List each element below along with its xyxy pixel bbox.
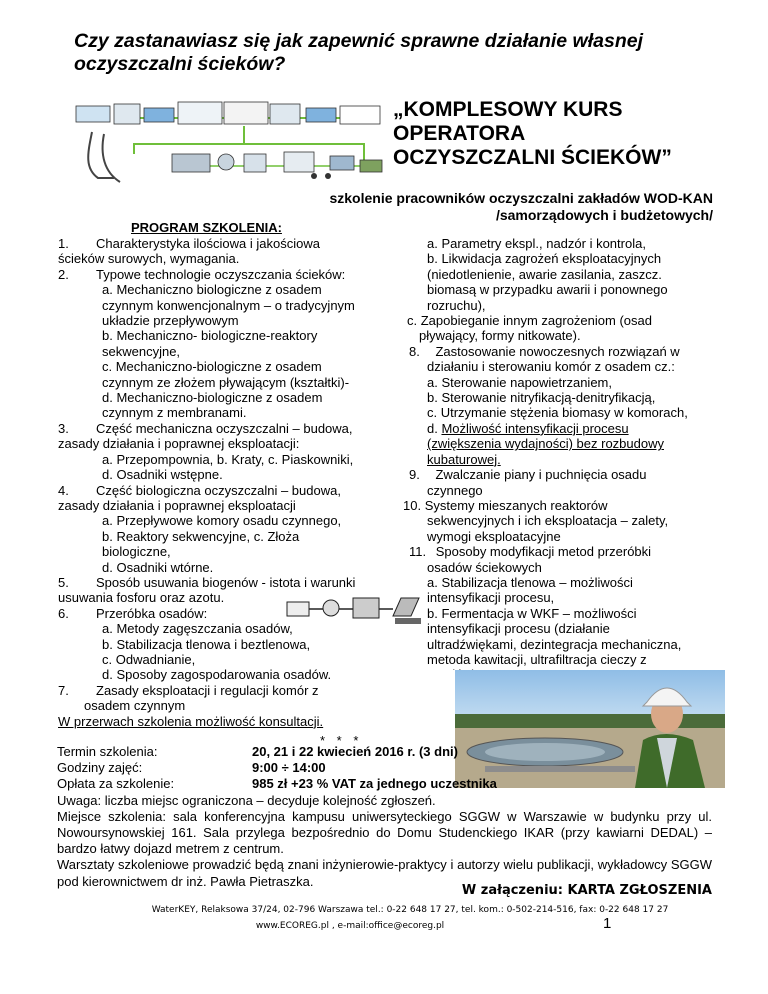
program-item <box>58 483 398 514</box>
item-number: 9. <box>409 467 420 483</box>
sub-line: c. Mechaniczno-biologiczne z osadem <box>102 359 322 375</box>
page-number: 1 <box>603 915 612 932</box>
item-line: Systemy mieszanych reaktorów <box>424 497 608 513</box>
sub-line: b. Fermentacja w WKF – możliwości <box>427 605 637 621</box>
sub-line: d. Osadniki wstępne. <box>102 467 223 483</box>
sub-line: pływający, formy nitkowate). <box>419 328 581 344</box>
hours-value: 9:00 ÷ 14:00 <box>252 760 326 776</box>
footer-address: WaterKEY, Relaksowa 37/24, 02-796 Warszawa tel.: 0-22 648 17 27, tel. kom.: 0-502-214-516, fax: 0-22 648 17 27 <box>151 905 669 915</box>
sub-line: d. Osadniki wtórne. <box>102 559 214 575</box>
term-row <box>57 744 712 760</box>
sub-line: b. Stabilizacja tlenowa i beztlenowa, <box>102 636 311 652</box>
instructors-text: Warsztaty szkoleniowe prowadzić będą znani inżynierowie-praktycy i autorzy wielu publikacji, wykładowcy SGGW pod kierownictwem dr inż. Pawła Pietraszka. <box>57 857 712 889</box>
item-line: działaniu i sterowaniu komór z osadem cz.: <box>427 359 675 375</box>
hours-row <box>57 760 712 776</box>
item-number: 4. <box>58 482 69 498</box>
program-item <box>395 498 725 513</box>
fee-value: 985 zł +23 % VAT za jednego uczestnika <box>252 776 497 792</box>
sub-line: sekwencyjne, <box>102 343 181 359</box>
sub-line: metoda kawitacji, ultrafiltracja cieczy z <box>427 651 647 667</box>
sub-line: b. Mechaniczno- biologiczne-reaktory <box>102 328 318 344</box>
hours-label: Godziny zajęć: <box>57 760 143 776</box>
item-number: 11. <box>409 544 427 560</box>
item-line: zasady działania i poprawnej eksploatacji: <box>58 436 300 452</box>
fee-label: Opłata za szkolenie: <box>57 776 175 792</box>
course-title <box>393 98 723 170</box>
item-line: Sposoby modyfikacji metod przeróbki <box>435 544 652 560</box>
item-line: Sposób usuwania biogenów - istota i warunki <box>96 574 356 590</box>
term-value: 20, 21 i 22 kwiecień 2016 r. (3 dni) <box>252 744 458 759</box>
consultation-note: W przerwach szkolenia możliwość konsultacji. <box>58 713 324 729</box>
item-line: Typowe technologie oczyszczania ścieków: <box>96 266 346 282</box>
item-line: Zasady eksploatacji i regulacji komór z <box>96 682 319 698</box>
subtitle-line: /samorządowych i budżetowych/ <box>495 206 713 223</box>
subtitle <box>230 190 713 223</box>
headline: Czy zastanawiasz się jak zapewnić sprawne działanie własnej oczyszczalni ścieków? <box>74 30 643 75</box>
item-line: Zwalczanie piany i puchnięcia osadu <box>435 467 647 483</box>
sub-line: (niedotlenienie, awarie zasilania, zaszcz. <box>427 266 662 282</box>
sub-line: intensyfikacji procesu (działanie <box>427 621 610 637</box>
item-number: 7. <box>58 682 69 698</box>
item-line: zasady działania i poprawnej eksploatacji <box>58 497 296 513</box>
sub-line: intensyfikacji procesu, <box>427 590 555 606</box>
item-line: Charakterystyka ilościowa i jakościowa <box>96 236 320 251</box>
sub-line: czynnym ze złożem pływającym (kształtki)- <box>102 374 350 390</box>
capacity-note: Uwaga: liczba miejsc ograniczona – decyduje kolejność zgłoszeń. <box>57 792 436 808</box>
separator-stars: * * * <box>320 733 363 748</box>
item-number: 6. <box>58 605 69 621</box>
item-line: Przeróbka osadów: <box>96 605 208 621</box>
course-title-line: „KOMPLESOWY KURS <box>393 98 623 121</box>
item-line: Zastosowanie nowoczesnych rozwiązań w <box>435 343 680 359</box>
item-line: usuwania fosforu oraz azotu. <box>58 590 225 606</box>
fee-row <box>57 776 712 792</box>
item-number: 10. <box>403 497 422 513</box>
item-line: sekwencyjnych i ich eksploatacja – zalety, <box>427 513 669 529</box>
sub-line <box>395 421 725 436</box>
program-right-column <box>395 236 725 683</box>
sub-line: a. Mechaniczno biologiczne z osadem <box>102 282 322 298</box>
item-number: 3. <box>58 420 69 436</box>
sub-line: biologiczne, <box>102 544 171 560</box>
item-number: 2. <box>58 266 69 282</box>
sub-line: a. Sterowanie napowietrzaniem, <box>427 374 612 390</box>
item-line: Część mechaniczna oczyszczalni – budowa, <box>96 420 353 436</box>
course-title-line: OCZYSZCZALNI ŚCIEKÓW” <box>393 146 672 169</box>
sub-line: c. Zapobieganie innym zagrożeniom (osad <box>407 313 652 329</box>
program-item <box>58 236 398 267</box>
sub-line: ultradźwiękami, dezintegracja mechaniczna, <box>427 636 682 652</box>
sub-line: a. Przepływowe komory osadu czynnego, <box>102 513 342 529</box>
term-label: Termin szkolenia: <box>57 744 158 759</box>
sub-line <box>395 452 725 467</box>
sub-line: rozruchu), <box>427 297 486 313</box>
item-number: 5. <box>58 574 69 590</box>
item-line: ścieków surowych, wymagania. <box>58 251 240 267</box>
item-number: 8. <box>409 343 420 359</box>
sub-line: c. Odwadnianie, <box>102 651 196 667</box>
underlined-text: kubaturowej. <box>427 451 501 467</box>
underlined-text: (zwiększenia wydajności) bez rozbudowy <box>427 436 664 452</box>
sub-line: a. Metody zagęszczania osadów, <box>102 621 293 637</box>
program-left-column <box>58 220 398 729</box>
underlined-text: Możliwość intensyfikacji procesu <box>441 420 629 436</box>
sub-line: a. Parametry ekspl., nadzór i kontrola, <box>427 236 646 251</box>
sub-line: czynnym konwencjonalnym – o tradycyjnym <box>102 297 355 313</box>
sub-line: d. Mechaniczno-biologiczne z osadem <box>102 390 323 406</box>
item-line: Część biologiczna oczyszczalni – budowa, <box>96 482 341 498</box>
course-title-line: OPERATORA <box>393 122 526 145</box>
subtitle-line: szkolenie pracowników oczyszczalni zakładów WOD-KAN <box>329 190 713 206</box>
program-item <box>395 544 725 559</box>
sub-line: b. Reaktory sekwencyjne, c. Złoża <box>102 528 300 544</box>
sub-line: biomasą w przypadku awarii i ponownego <box>427 282 668 298</box>
program-item <box>58 421 398 452</box>
program-item <box>58 683 398 714</box>
item-line: wymogi eksploatacyjne <box>427 528 561 544</box>
program-item <box>395 344 725 359</box>
sub-line: a. Przepompownia, b. Kraty, c. Piaskowniki, <box>102 451 354 467</box>
treatment-process-diagram <box>74 96 384 188</box>
footer-web: www.ECOREG.pl , e-mail:office@ecoreg.pl <box>255 921 445 931</box>
sub-prefix: d. <box>427 420 442 436</box>
course-details <box>57 744 712 890</box>
program-item <box>58 267 398 282</box>
sub-line: układzie przepływowym <box>102 313 239 329</box>
attachment-note: W załączeniu: KARTA ZGŁOSZENIA <box>461 883 712 898</box>
sub-line: czynnym z membranami. <box>102 405 247 421</box>
item-number: 1. <box>58 236 69 251</box>
sub-line: b. Likwidacja zagrożeń eksploatacyjnych <box>427 251 662 267</box>
item-line: czynnego <box>427 482 483 498</box>
sub-line <box>395 436 725 451</box>
sub-line: c. Utrzymanie stężenia biomasy w komorach, <box>427 405 688 421</box>
sub-line: a. Stabilizacja tlenowa – możliwości <box>427 574 633 590</box>
item-line: osadów ściekowych <box>427 559 542 575</box>
program-item <box>395 467 725 482</box>
sub-line: d. Sposoby zagospodarowania osadów. <box>102 667 332 683</box>
sub-line: b. Sterowanie nitryfikacją-denitryfikacją, <box>427 390 656 406</box>
item-line: osadem czynnym <box>84 698 186 714</box>
program-title: PROGRAM SZKOLENIA: <box>131 220 282 235</box>
location-text: Miejsce szkolenia: sala konferencyjna kampusu uniwersyteckiego SGGW w Warszawie w budynku przy ul. Nowoursynowskiej 161. Sala przylega bezpośrednio do Domu Studenckiego IKAR (przy kawiarni DEDAL) – bardzo łatwy dojazd metrem z centrum. <box>57 808 712 857</box>
